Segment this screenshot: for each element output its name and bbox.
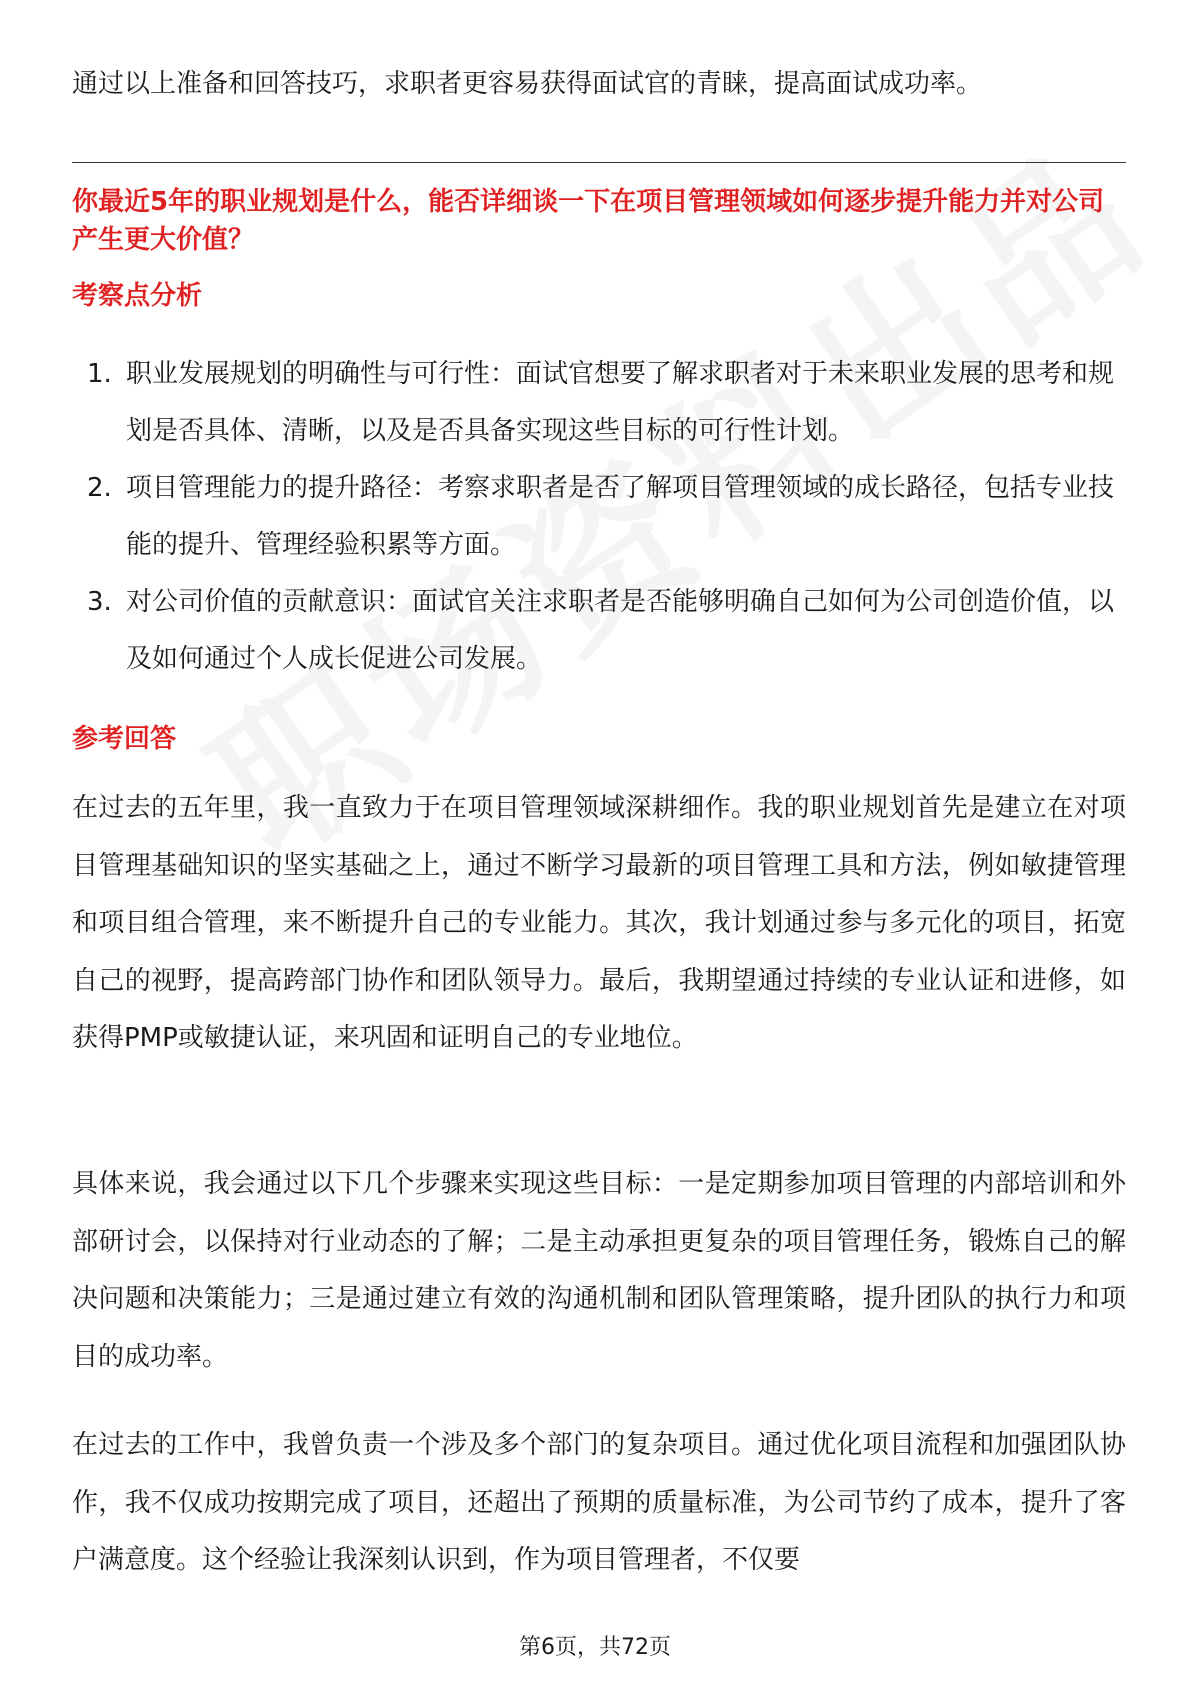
analysis-item-text: 项目管理能力的提升路径：考察求职者是否了解项目管理领域的成长路径，包括专业技能的提升、管理经验积累等方面。 (126, 473, 1115, 560)
list-number: 1. (87, 359, 112, 389)
answer-paragraph: 具体来说，我会通过以下几个步骤来实现这些目标：一是定期参加项目管理的内部培训和外部研讨会，以保持对行业动态的了解；二是主动承担更复杂的项目管理任务，锻炼自己的解决问题和决策能力；三是通过建立有效的沟通机制和团队管理策略，提升团队的执行力和项目的成功率。 (72, 1169, 1126, 1372)
answer-paragraph: 在过去的工作中，我曾负责一个涉及多个部门的复杂项目。通过优化项目流程和加强团队协作，我不仅成功按期完成了项目，还超出了预期的质量标准，为公司节约了成本，提升了客户满意度。这个经验让我深刻认识到，作为项目管理者，不仅要 (72, 1430, 1126, 1575)
answer-heading: 参考回答 (72, 724, 177, 754)
analysis-heading: 考察点分析 (72, 281, 203, 311)
list-number: 3. (87, 587, 112, 617)
analysis-item (72, 460, 1126, 574)
analysis-item-text: 对公司价值的贡献意识：面试官关注求职者是否能够明确自己如何为公司创造价值，以及如何通过个人成长促进公司发展。 (126, 587, 1115, 674)
intro-paragraph: 通过以上准备和回答技巧，求职者更容易获得面试官的青睐，提高面试成功率。 (72, 69, 983, 99)
analysis-list (72, 346, 1126, 688)
analysis-item-text: 职业发展规划的明确性与可行性：面试官想要了解求职者对于未来职业发展的思考和规划是否具体、清晰，以及是否具备实现这些目标的可行性计划。 (126, 359, 1115, 446)
analysis-item (72, 346, 1126, 460)
analysis-item (72, 574, 1126, 688)
list-number: 2. (87, 473, 112, 503)
interview-question: 你最近5年的职业规划是什么，能否详细谈一下在项目管理领域如何逐步提升能力并对公司产生更大价值？ (72, 187, 1105, 255)
page-number: 第6页，共72页 (519, 1635, 671, 1660)
section-divider (72, 162, 1126, 163)
answer-paragraph: 在过去的五年里，我一直致力于在项目管理领域深耕细作。我的职业规划首先是建立在对项目管理基础知识的坚实基础之上，通过不断学习最新的项目管理工具和方法，例如敏捷管理和项目组合管理，来不断提升自己的专业能力。其次，我计划通过参与多元化的项目，拓宽自己的视野，提高跨部门协作和团队领导力。最后，我期望通过持续的专业认证和进修，如获得PMP或敏捷认证，来巩固和证明自己的专业地位。 (72, 793, 1126, 1053)
